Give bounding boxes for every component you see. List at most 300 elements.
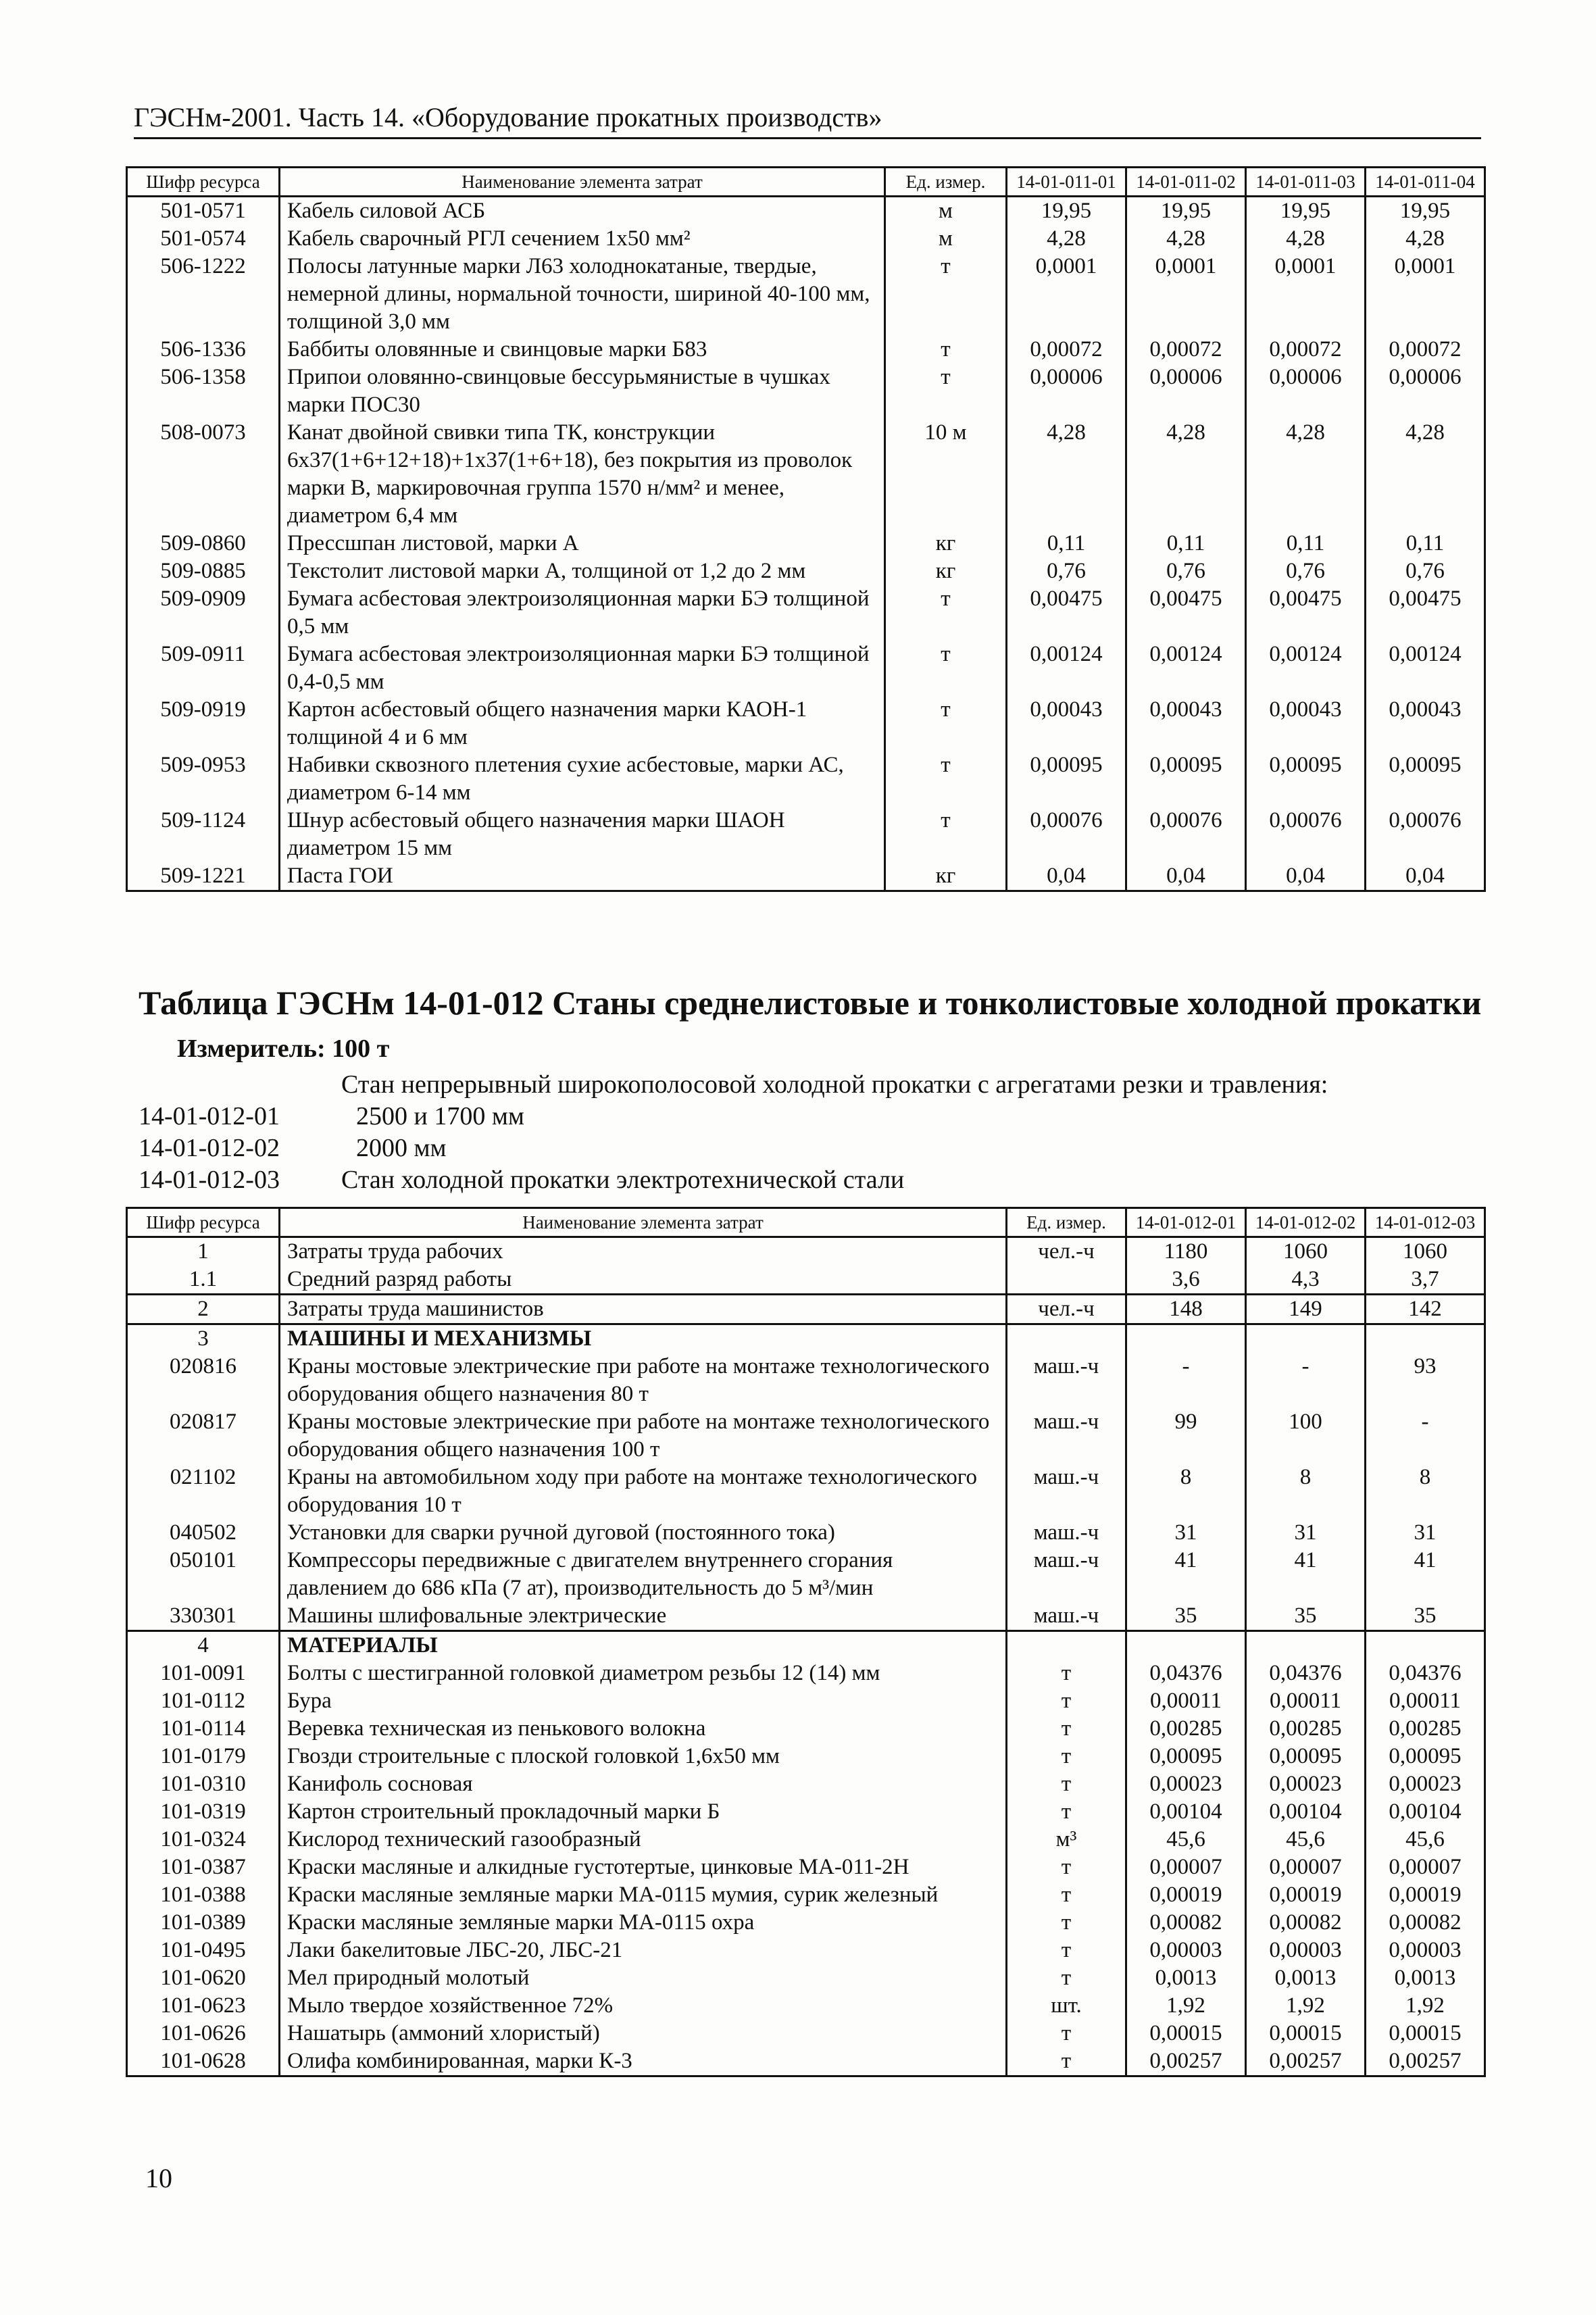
resource-code: 506-1358 <box>127 364 280 419</box>
resource-name: Прессшпан листовой, марки А <box>280 530 885 557</box>
norm-value: 1060 <box>1366 1237 1485 1266</box>
col-norm-header: 14-01-011-04 <box>1366 168 1485 197</box>
table-row <box>127 1295 1485 1324</box>
norm-value: 0,11 <box>1126 530 1246 557</box>
col-name-header: Наименование элемента затрат <box>280 1208 1007 1237</box>
resource-name: Канифоль сосновая <box>280 1770 1007 1798</box>
col-norm-header: 14-01-012-03 <box>1366 1208 1485 1237</box>
norm-value: 0,00104 <box>1366 1798 1485 1826</box>
resource-name: МАТЕРИАЛЫ <box>280 1631 1007 1660</box>
norm-value: 0,00072 <box>1366 336 1485 364</box>
norm-value: 0,00257 <box>1366 2047 1485 2076</box>
norm-value: 0,04376 <box>1126 1660 1246 1687</box>
norm-value: 4,28 <box>1126 225 1246 253</box>
table-row <box>127 419 1485 530</box>
resource-code: 509-1124 <box>127 807 280 862</box>
resource-code: 509-0885 <box>127 557 280 585</box>
resource-name: Бумага асбестовая электроизоляционная марки БЭ толщиной 0,5 мм <box>280 585 885 641</box>
resource-name: Затраты труда рабочих <box>280 1237 1007 1266</box>
table-row <box>127 1631 1485 1660</box>
norm-value: 0,04 <box>1366 862 1485 891</box>
norm-value: 0,00104 <box>1126 1798 1246 1826</box>
norm-value: 0,00095 <box>1246 1743 1366 1770</box>
table-row <box>127 1798 1485 1826</box>
resource-unit: т <box>885 641 1007 696</box>
resource-code: 101-0319 <box>127 1798 280 1826</box>
resource-name: Картон асбестовый общего назначения марки КАОН-1 толщиной 4 и 6 мм <box>280 696 885 751</box>
table-row <box>127 1687 1485 1715</box>
resource-unit: т <box>1007 1853 1126 1881</box>
resource-code: 020816 <box>127 1353 280 1408</box>
resource-unit: т <box>1007 1909 1126 1937</box>
norm-value: 1180 <box>1126 1237 1246 1266</box>
resource-name: Припои оловянно-свинцовые бессурьмянистые в чушках марки ПОС30 <box>280 364 885 419</box>
resource-code: 101-0114 <box>127 1715 280 1743</box>
resource-unit <box>1007 1324 1126 1353</box>
description-item <box>139 1132 1490 1164</box>
norm-value: 0,04 <box>1007 862 1126 891</box>
norm-value <box>1366 1631 1485 1660</box>
resource-name: Набивки сквозного плетения сухие асбестовые, марки АС, диаметром 6-14 мм <box>280 751 885 807</box>
norm-value: 0,0013 <box>1246 1964 1366 1992</box>
norm-value: 45,6 <box>1366 1826 1485 1853</box>
resource-code: 330301 <box>127 1602 280 1631</box>
col-unit-header: Ед. измер. <box>1007 1208 1126 1237</box>
resource-code: 509-0909 <box>127 585 280 641</box>
table-row <box>127 197 1485 226</box>
table-row <box>127 585 1485 641</box>
col-code-header: Шифр ресурса <box>127 168 280 197</box>
resource-name: Гвозди строительные с плоской головкой 1,6х50 мм <box>280 1743 1007 1770</box>
resource-name: Мыло твердое хозяйственное 72% <box>280 1992 1007 2020</box>
norm-value: 0,00285 <box>1366 1715 1485 1743</box>
norm-value: 19,95 <box>1007 197 1126 226</box>
resource-name: Затраты труда машинистов <box>280 1295 1007 1324</box>
norm-value: 31 <box>1366 1519 1485 1547</box>
norm-value: 0,00076 <box>1246 807 1366 862</box>
norm-value: 100 <box>1246 1408 1366 1464</box>
norm-value: 0,00095 <box>1366 1743 1485 1770</box>
col-norm-header: 14-01-011-03 <box>1246 168 1366 197</box>
norm-value: 0,00015 <box>1246 2020 1366 2047</box>
resource-name: Кислород технический газообразный <box>280 1826 1007 1853</box>
norm-value: 0,76 <box>1246 557 1366 585</box>
resource-code: 101-0387 <box>127 1853 280 1881</box>
norm-value: 4,28 <box>1366 225 1485 253</box>
resource-code: 501-0574 <box>127 225 280 253</box>
resource-code: 101-0620 <box>127 1964 280 1992</box>
col-norm-header: 14-01-012-01 <box>1126 1208 1246 1237</box>
norm-value: 0,00124 <box>1126 641 1246 696</box>
resource-code: 509-0953 <box>127 751 280 807</box>
table-row <box>127 641 1485 696</box>
norm-value <box>1366 1324 1485 1353</box>
col-norm-header: 14-01-012-02 <box>1246 1208 1366 1237</box>
resource-name: Текстолит листовой марки А, толщиной от 1,2 до 2 мм <box>280 557 885 585</box>
resource-code: 101-0495 <box>127 1937 280 1964</box>
norm-value: 0,00006 <box>1126 364 1246 419</box>
table-row <box>127 530 1485 557</box>
table-row <box>127 1266 1485 1295</box>
resource-code: 509-0911 <box>127 641 280 696</box>
norm-value: 0,00019 <box>1246 1881 1366 1909</box>
resource-unit: кг <box>885 557 1007 585</box>
norm-value: 3,7 <box>1366 1266 1485 1295</box>
norm-value: 45,6 <box>1126 1826 1246 1853</box>
table-row <box>127 696 1485 751</box>
resource-unit: т <box>1007 1743 1126 1770</box>
resource-unit: т <box>885 585 1007 641</box>
resource-unit <box>1007 1266 1126 1295</box>
table-row <box>127 751 1485 807</box>
norm-value: 93 <box>1366 1353 1485 1408</box>
norm-value: 0,00257 <box>1126 2047 1246 2076</box>
norm-value: 31 <box>1246 1519 1366 1547</box>
norm-value: 0,00104 <box>1246 1798 1366 1826</box>
norm-value: 0,00082 <box>1366 1909 1485 1937</box>
norm-value: 0,00003 <box>1246 1937 1366 1964</box>
resource-name: Бумага асбестовая электроизоляционная марки БЭ толщиной 0,4-0,5 мм <box>280 641 885 696</box>
resource-code: 4 <box>127 1631 280 1660</box>
resource-code: 506-1336 <box>127 336 280 364</box>
norm-value: 0,00095 <box>1007 751 1126 807</box>
norm-value: 0,00076 <box>1007 807 1126 862</box>
resource-unit: т <box>1007 1881 1126 1909</box>
norm-value: 41 <box>1366 1547 1485 1602</box>
norm-value: 0,04 <box>1126 862 1246 891</box>
norm-value: 0,00043 <box>1246 696 1366 751</box>
norm-value: 0,00006 <box>1366 364 1485 419</box>
resource-name: Канат двойной свивки типа ТК, конструкции 6х37(1+6+12+18)+1х37(1+6+18), без покрытия из проволок марки В, маркировочная группа 1570 н/мм² и менее, диаметром 6,4 мм <box>280 419 885 530</box>
table-row <box>127 225 1485 253</box>
table-row <box>127 1237 1485 1266</box>
table-row <box>127 2047 1485 2076</box>
resource-name: Шнур асбестовый общего назначения марки ШАОН диаметром 15 мм <box>280 807 885 862</box>
resource-code: 101-0388 <box>127 1881 280 1909</box>
norm-value: 0,00095 <box>1126 751 1246 807</box>
resource-unit: т <box>1007 2020 1126 2047</box>
resource-unit: м <box>885 197 1007 226</box>
table-row <box>127 2020 1485 2047</box>
norm-value: 0,00475 <box>1246 585 1366 641</box>
norm-value: 0,00072 <box>1007 336 1126 364</box>
table-row <box>127 1909 1485 1937</box>
table-row <box>127 1547 1485 1602</box>
resource-code: 1.1 <box>127 1266 280 1295</box>
norm-value: 0,00082 <box>1126 1909 1246 1937</box>
norm-value: 0,00124 <box>1246 641 1366 696</box>
resource-code: 101-0626 <box>127 2020 280 2047</box>
resource-code: 509-0919 <box>127 696 280 751</box>
resource-unit: маш.-ч <box>1007 1464 1126 1519</box>
resource-unit: т <box>885 696 1007 751</box>
resource-unit: кг <box>885 530 1007 557</box>
norm-value: 1,92 <box>1246 1992 1366 2020</box>
norm-value: 1,92 <box>1366 1992 1485 2020</box>
resource-unit: кг <box>885 862 1007 891</box>
norm-value: 0,00015 <box>1366 2020 1485 2047</box>
table-row <box>127 1881 1485 1909</box>
norm-value: 0,11 <box>1007 530 1126 557</box>
norm-value: 31 <box>1126 1519 1246 1547</box>
norm-value: - <box>1246 1353 1366 1408</box>
item-code: 14-01-012-03 <box>139 1166 280 1194</box>
norm-value: 0,11 <box>1366 530 1485 557</box>
norm-value <box>1246 1324 1366 1353</box>
norm-value: 148 <box>1126 1295 1246 1324</box>
resource-unit: маш.-ч <box>1007 1519 1126 1547</box>
resource-unit: т <box>1007 1660 1126 1687</box>
description-intro: Стан непрерывный широкополосовой холодной прокатки с агрегатами резки и травления: <box>341 1070 1328 1099</box>
resources-table-012 <box>126 1207 1486 2077</box>
norm-value: 0,0001 <box>1126 253 1246 336</box>
norm-value: 0,00019 <box>1126 1881 1246 1909</box>
norm-value <box>1126 1631 1246 1660</box>
resource-name: Болты с шестигранной головкой диаметром резьбы 12 (14) мм <box>280 1660 1007 1687</box>
table-row <box>127 1660 1485 1687</box>
norm-value: 4,28 <box>1126 419 1246 530</box>
norm-value: 0,00043 <box>1126 696 1246 751</box>
norm-value: 0,00007 <box>1246 1853 1366 1881</box>
norm-value: 0,00011 <box>1246 1687 1366 1715</box>
resource-unit: т <box>885 364 1007 419</box>
norm-value: 0,00023 <box>1126 1770 1246 1798</box>
norm-value: 4,28 <box>1246 419 1366 530</box>
norm-value: 0,00076 <box>1366 807 1485 862</box>
page-header: ГЭСНм-2001. Часть 14. «Оборудование прокатных производств» <box>134 101 1481 139</box>
resource-name: Кабель сварочный РГЛ сечением 1х50 мм² <box>280 225 885 253</box>
resource-unit: т <box>885 336 1007 364</box>
table-row <box>127 1324 1485 1353</box>
norm-value: 0,00082 <box>1246 1909 1366 1937</box>
norm-value: - <box>1366 1408 1485 1464</box>
table-row <box>127 807 1485 862</box>
resource-unit: чел.-ч <box>1007 1237 1126 1266</box>
table-row <box>127 1853 1485 1881</box>
norm-value: 0,00003 <box>1366 1937 1485 1964</box>
item-code: 14-01-012-02 <box>139 1134 280 1162</box>
table-row <box>127 1937 1485 1964</box>
table-row <box>127 253 1485 336</box>
resource-unit: т <box>885 751 1007 807</box>
norm-value: 1060 <box>1246 1237 1366 1266</box>
norm-value: 0,00006 <box>1246 364 1366 419</box>
resource-unit: т <box>1007 1715 1126 1743</box>
norm-value: 0,11 <box>1246 530 1366 557</box>
col-norm-header: 14-01-011-01 <box>1007 168 1126 197</box>
norm-value: 0,00076 <box>1126 807 1246 862</box>
resource-name: Олифа комбинированная, марки К-3 <box>280 2047 1007 2076</box>
description-item <box>139 1164 1490 1196</box>
norm-value: 0,00023 <box>1246 1770 1366 1798</box>
resource-code: 101-0623 <box>127 1992 280 2020</box>
resource-code: 021102 <box>127 1464 280 1519</box>
norm-value: 0,00475 <box>1007 585 1126 641</box>
norm-value: 0,76 <box>1126 557 1246 585</box>
norm-value: 0,00043 <box>1007 696 1126 751</box>
norm-value: 0,00015 <box>1126 2020 1246 2047</box>
resources-table-011 <box>126 166 1486 892</box>
norm-value: 41 <box>1126 1547 1246 1602</box>
norm-value: 0,00095 <box>1366 751 1485 807</box>
norm-value: 0,00003 <box>1126 1937 1246 1964</box>
table-row <box>127 862 1485 891</box>
norm-value: 0,76 <box>1366 557 1485 585</box>
norm-value: 0,00095 <box>1246 751 1366 807</box>
resource-unit: маш.-ч <box>1007 1547 1126 1602</box>
table-row <box>127 1602 1485 1631</box>
norm-value: 0,00124 <box>1007 641 1126 696</box>
norm-value: 19,95 <box>1366 197 1485 226</box>
resource-unit: м <box>885 225 1007 253</box>
item-text: 2500 и 1700 мм <box>356 1102 524 1130</box>
resource-unit: м³ <box>1007 1826 1126 1853</box>
table-description <box>139 1069 1490 1196</box>
resource-code: 050101 <box>127 1547 280 1602</box>
resource-unit: т <box>885 807 1007 862</box>
description-item <box>139 1101 1490 1132</box>
norm-value: 0,0001 <box>1366 253 1485 336</box>
resource-unit: т <box>1007 1964 1126 1992</box>
resource-name: Полосы латунные марки Л63 холоднокатаные, твердые, немерной длины, нормальной точности, шириной 40-100 мм, толщиной 3,0 мм <box>280 253 885 336</box>
resource-code: 101-0628 <box>127 2047 280 2076</box>
resource-code: 501-0571 <box>127 197 280 226</box>
table-row <box>127 364 1485 419</box>
col-norm-header: 14-01-011-02 <box>1126 168 1246 197</box>
resource-unit: т <box>1007 1687 1126 1715</box>
resource-name: Краны мостовые электрические при работе на монтаже технологического оборудования общего назначения 80 т <box>280 1353 1007 1408</box>
norm-value: 4,28 <box>1007 225 1126 253</box>
norm-value: 0,00475 <box>1366 585 1485 641</box>
table-header-row <box>127 168 1485 197</box>
norm-value: 4,28 <box>1366 419 1485 530</box>
norm-value: 0,00011 <box>1366 1687 1485 1715</box>
resource-name: Баббиты оловянные и свинцовые марки Б83 <box>280 336 885 364</box>
norm-value: 4,3 <box>1246 1266 1366 1295</box>
table-row <box>127 557 1485 585</box>
measure-unit: Измеритель: 100 т <box>177 1035 390 1063</box>
resource-unit: т <box>1007 1937 1126 1964</box>
resource-unit: маш.-ч <box>1007 1353 1126 1408</box>
norm-value: - <box>1126 1353 1246 1408</box>
resource-name: Нашатырь (аммоний хлористый) <box>280 2020 1007 2047</box>
norm-value: 99 <box>1126 1408 1246 1464</box>
norm-value: 0,00072 <box>1126 336 1246 364</box>
norm-value: 0,00019 <box>1366 1881 1485 1909</box>
resource-code: 1 <box>127 1237 280 1266</box>
resource-unit: маш.-ч <box>1007 1408 1126 1464</box>
col-name-header: Наименование элемента затрат <box>280 168 885 197</box>
norm-value: 1,92 <box>1126 1992 1246 2020</box>
norm-value: 3,6 <box>1126 1266 1246 1295</box>
col-unit-header: Ед. измер. <box>885 168 1007 197</box>
resource-name: Средний разряд работы <box>280 1266 1007 1295</box>
norm-value: 0,0013 <box>1126 1964 1246 1992</box>
resource-code: 3 <box>127 1324 280 1353</box>
norm-value: 19,95 <box>1246 197 1366 226</box>
resource-name: Паста ГОИ <box>280 862 885 891</box>
resource-name: Установки для сварки ручной дуговой (постоянного тока) <box>280 1519 1007 1547</box>
norm-value: 0,00285 <box>1126 1715 1246 1743</box>
table-title: Таблица ГЭСНм 14-01-012 Станы среднелистовые и тонколистовые холодной прокатки <box>139 984 1482 1022</box>
norm-value: 0,04 <box>1246 862 1366 891</box>
norm-value: 0,00011 <box>1126 1687 1246 1715</box>
resource-code: 101-0324 <box>127 1826 280 1853</box>
resource-name: Краны на автомобильном ходу при работе на монтаже технологического оборудования 10 т <box>280 1464 1007 1519</box>
resource-unit <box>1007 1631 1126 1660</box>
norm-value: 149 <box>1246 1295 1366 1324</box>
norm-value: 0,00475 <box>1126 585 1246 641</box>
norm-value: 4,28 <box>1246 225 1366 253</box>
resource-name: Краски масляные и алкидные густотертые, цинковые МА-011-2Н <box>280 1853 1007 1881</box>
table-row <box>127 1408 1485 1464</box>
norm-value: 35 <box>1366 1602 1485 1631</box>
resource-unit: т <box>1007 2047 1126 2076</box>
resource-code: 101-0091 <box>127 1660 280 1687</box>
table-row <box>127 1464 1485 1519</box>
norm-value: 8 <box>1126 1464 1246 1519</box>
table-row <box>127 1519 1485 1547</box>
norm-value: 41 <box>1246 1547 1366 1602</box>
norm-value: 45,6 <box>1246 1826 1366 1853</box>
resource-name: Компрессоры передвижные с двигателем внутреннего сгорания давлением до 686 кПа (7 ат), производительность до 5 м³/мин <box>280 1547 1007 1602</box>
resource-name: Бура <box>280 1687 1007 1715</box>
norm-value: 8 <box>1366 1464 1485 1519</box>
norm-value <box>1246 1631 1366 1660</box>
norm-value: 0,00007 <box>1366 1853 1485 1881</box>
resource-unit: т <box>1007 1770 1126 1798</box>
norm-value: 0,00043 <box>1366 696 1485 751</box>
resource-name: Мел природный молотый <box>280 1964 1007 1992</box>
resource-code: 101-0179 <box>127 1743 280 1770</box>
resource-unit: т <box>885 253 1007 336</box>
resource-code: 508-0073 <box>127 419 280 530</box>
norm-value: 142 <box>1366 1295 1485 1324</box>
resource-code: 2 <box>127 1295 280 1324</box>
page-number: 10 <box>145 2163 172 2193</box>
table-row <box>127 1770 1485 1798</box>
item-text: Стан холодной прокатки электротехнической стали <box>341 1166 905 1194</box>
norm-value <box>1126 1324 1246 1353</box>
norm-value: 0,76 <box>1007 557 1126 585</box>
norm-value: 35 <box>1126 1602 1246 1631</box>
table-row <box>127 1353 1485 1408</box>
item-code: 14-01-012-01 <box>139 1102 280 1130</box>
resource-code: 020817 <box>127 1408 280 1464</box>
resource-unit: 10 м <box>885 419 1007 530</box>
table-row <box>127 1743 1485 1770</box>
norm-value: 0,00124 <box>1366 641 1485 696</box>
norm-value: 0,00007 <box>1126 1853 1246 1881</box>
resource-name: Машины шлифовальные электрические <box>280 1602 1007 1631</box>
resource-code: 509-1221 <box>127 862 280 891</box>
norm-value: 0,04376 <box>1246 1660 1366 1687</box>
norm-value: 0,00095 <box>1126 1743 1246 1770</box>
norm-value: 0,00257 <box>1246 2047 1366 2076</box>
table-row <box>127 1964 1485 1992</box>
resource-code: 509-0860 <box>127 530 280 557</box>
norm-value: 0,0001 <box>1007 253 1126 336</box>
resource-name: Лаки бакелитовые ЛБС-20, ЛБС-21 <box>280 1937 1007 1964</box>
table-row <box>127 1826 1485 1853</box>
resource-name: Кабель силовой АСБ <box>280 197 885 226</box>
resource-code: 506-1222 <box>127 253 280 336</box>
norm-value: 19,95 <box>1126 197 1246 226</box>
norm-value: 0,00006 <box>1007 364 1126 419</box>
resource-unit: т <box>1007 1798 1126 1826</box>
norm-value: 0,0013 <box>1366 1964 1485 1992</box>
norm-value: 0,00072 <box>1246 336 1366 364</box>
